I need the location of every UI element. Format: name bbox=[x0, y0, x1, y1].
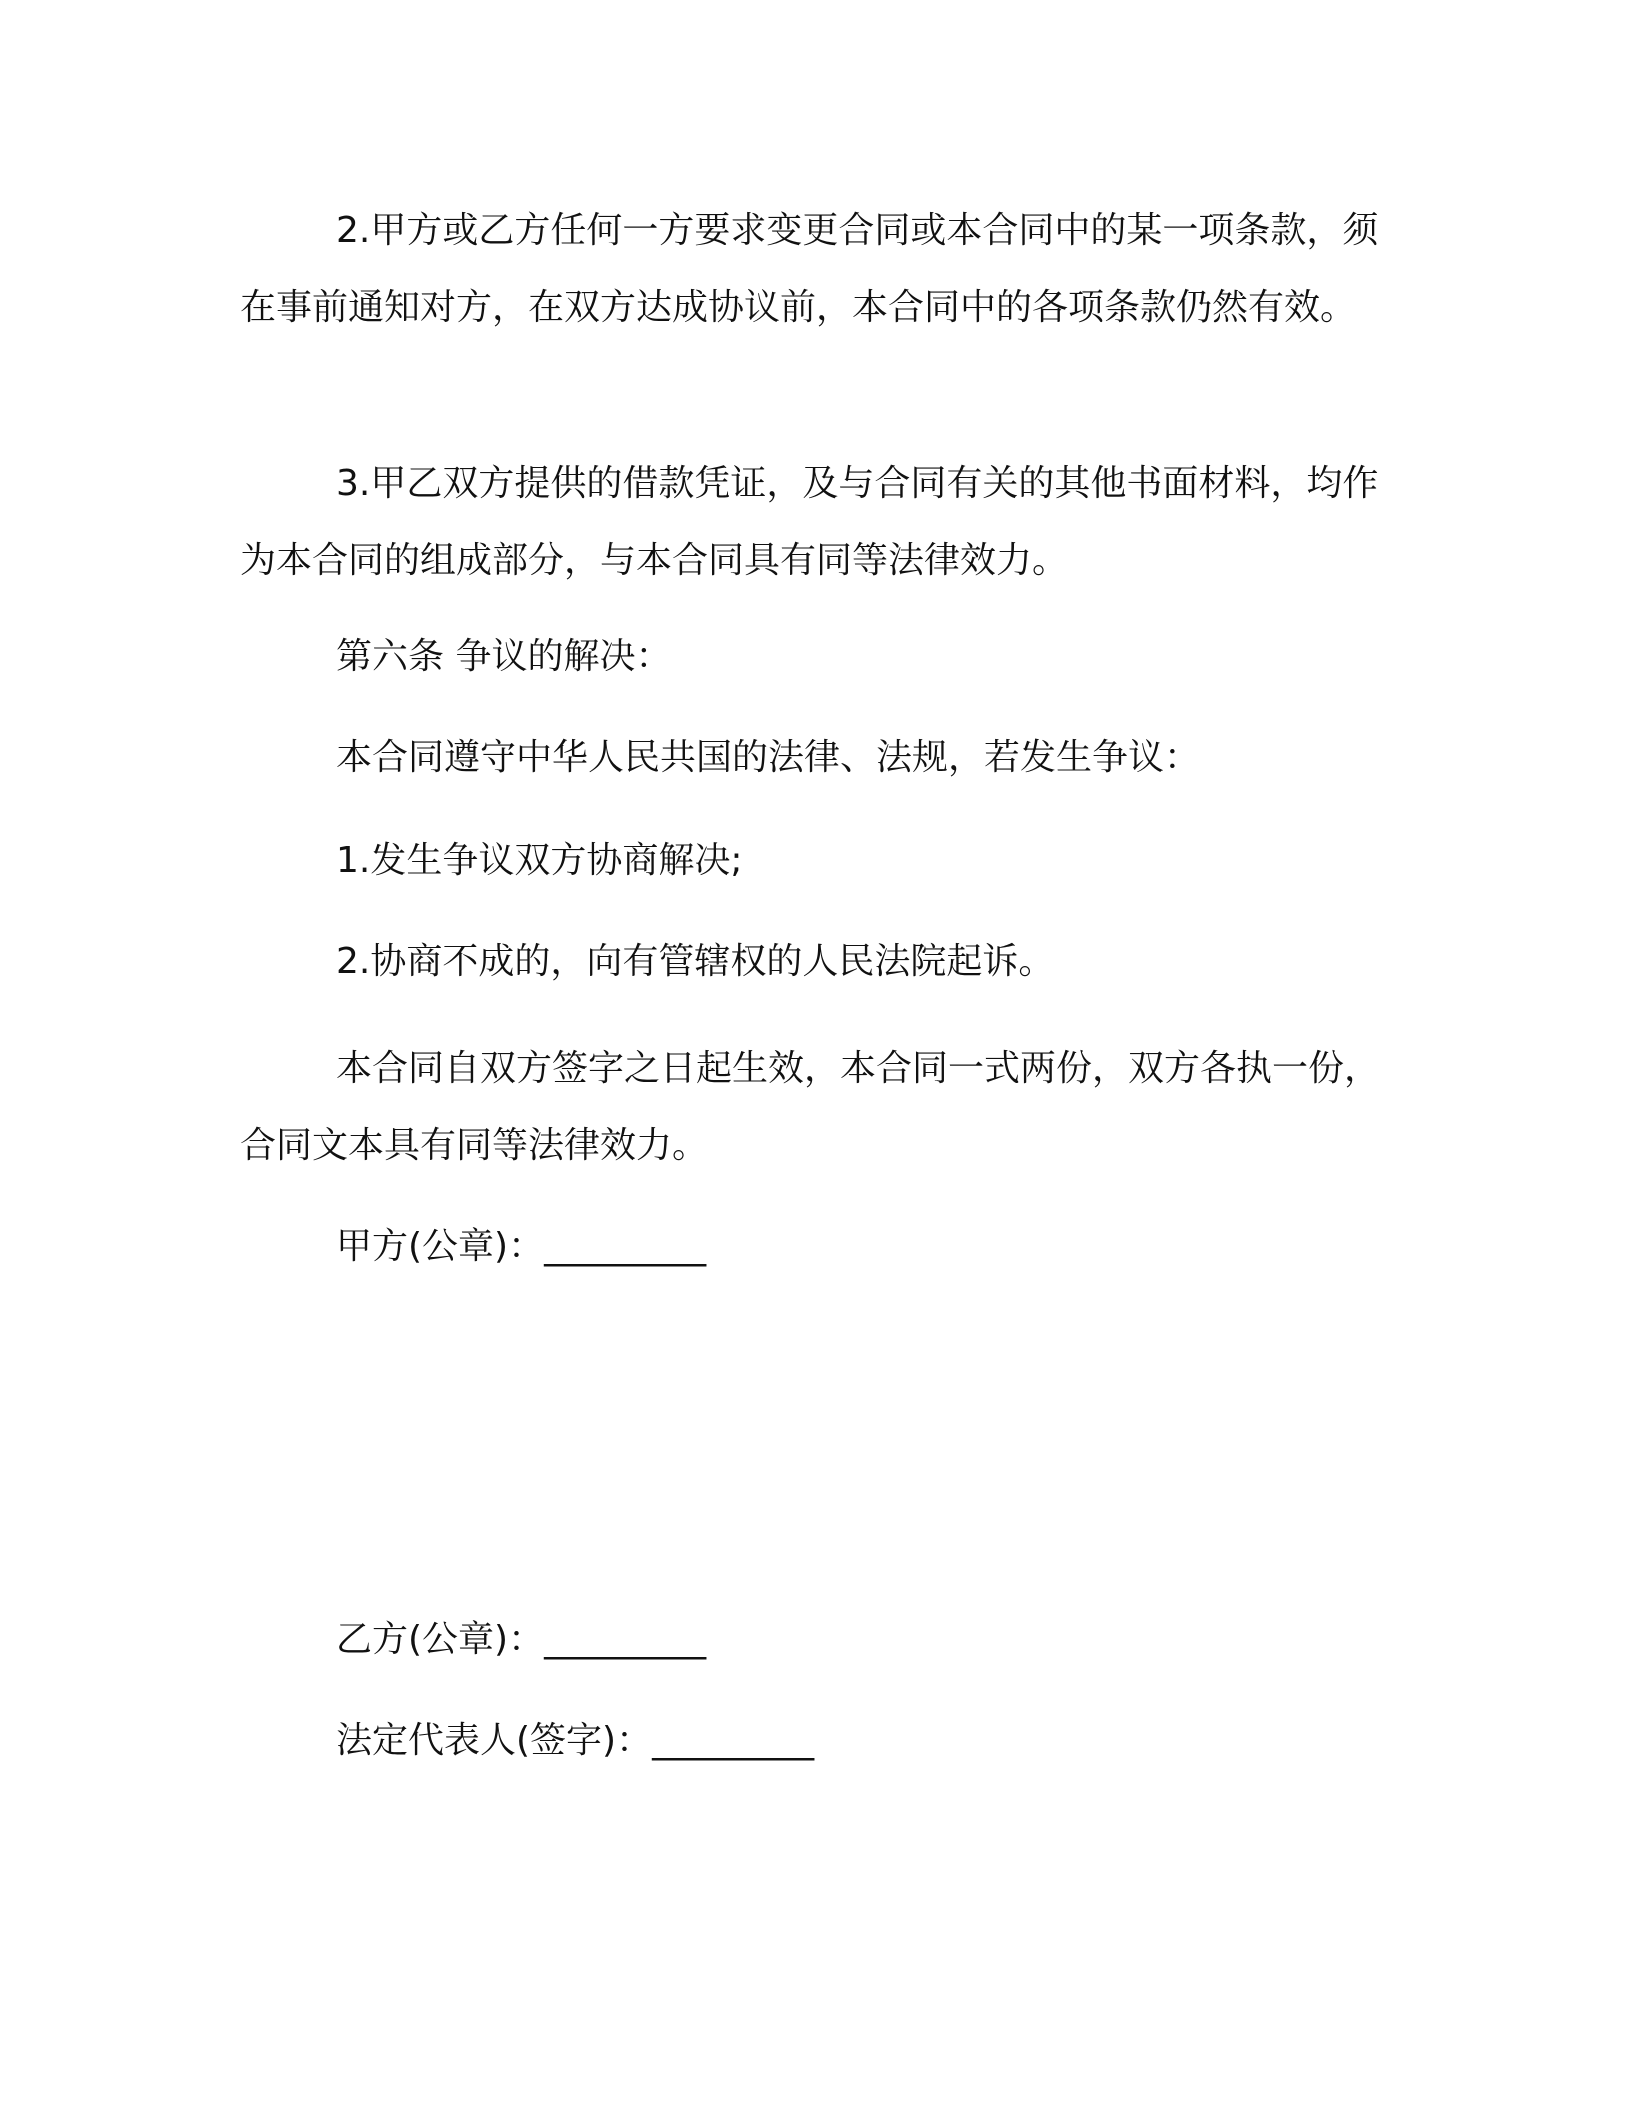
legal-rep-signature-line: 法定代表人(签字)：_________ bbox=[336, 1720, 815, 1761]
effective-clause: 本合同自双方签字之日起生效，本合同一式两份，双方各执一份，合同文本具有同等法律效力。 bbox=[240, 1048, 1381, 1166]
clause-paragraph-3: 3.甲乙双方提供的借款凭证，及与合同有关的其他书面材料，均作为本合同的组成部分，与本合同具有同等法律效力。 bbox=[240, 463, 1379, 581]
article-6-item-1: 1.发生争议双方协商解决; bbox=[336, 840, 743, 881]
clause-paragraph-2: 2.甲方或乙方任何一方要求变更合同或本合同中的某一项条款，须在事前通知对方，在双方达成协议前，本合同中的各项条款仍然有效。 bbox=[240, 210, 1379, 328]
party-b-seal-line: 乙方(公章)：_________ bbox=[336, 1619, 707, 1660]
party-a-seal-line: 甲方(公章)：_________ bbox=[336, 1226, 707, 1267]
article-6-heading: 第六条 争议的解决： bbox=[336, 636, 672, 677]
article-6-item-2: 2.协商不成的，向有管辖权的人民法院起诉。 bbox=[336, 941, 1055, 982]
article-6-intro: 本合同遵守中华人民共国的法律、法规，若发生争议： bbox=[336, 737, 1201, 778]
